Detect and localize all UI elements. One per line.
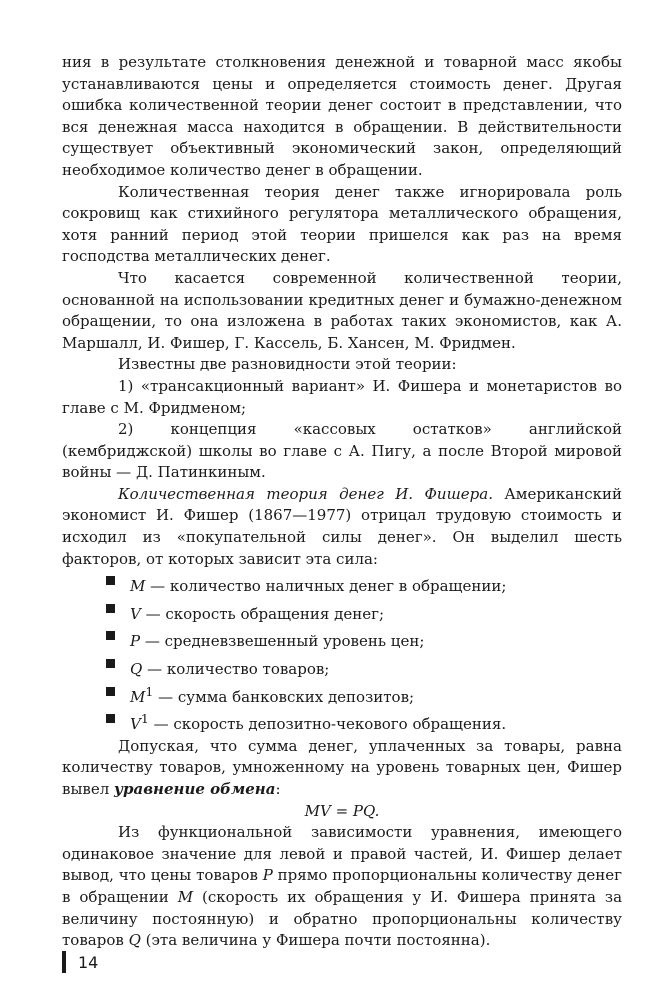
factor-item (106, 681, 622, 709)
paragraph-exchange-text: Допуская, что сумма денег, уплаченных за товары, равна количеству товаров, умноженному на уровень товарных цен, Фишер вывел (62, 736, 622, 798)
paragraph-4: Известны две разновидности этой теории: (118, 355, 457, 374)
factor-item (106, 570, 622, 598)
paragraph-conclusion (62, 822, 622, 952)
factor-symbol: M (130, 687, 146, 706)
paragraph-exchange (62, 736, 622, 801)
factor-symbol: V (130, 715, 141, 734)
factor-symbol: P (130, 632, 141, 651)
list-item-1: 1) «трансакционный вариант» И. Фишера и монетаристов во главе с М. Фридменом; (62, 376, 622, 417)
factor-superscript: 1 (145, 683, 154, 699)
page-footer (62, 951, 98, 973)
factor-text: — скорость депозитно-чекового обращения. (148, 715, 507, 734)
factor-text: — средневзвешенный уровень цен; (140, 632, 425, 651)
conclusion-var-m: M (177, 887, 194, 906)
factor-symbol: M (130, 577, 146, 596)
factor-item (106, 708, 622, 736)
paragraph-3: Что касается современной количественной теории, основанной на использовании кредитных денег и бумажно-денежном обращении, то она изложена в работах таких экономистов, как А. Маршалл, И. Фишер, Г. Кассель, Б. Хансен, М. Фридмен. (62, 268, 622, 352)
list-item-2: 2) концепция «кассовых остатков» английской (кембриджской) школы во главе с А. Пигу, а после Второй мировой войны — Д. Патинкиным. (62, 420, 622, 482)
section-title: Количественная теория денег И. Фишера. (118, 484, 493, 503)
exchange-equation: MV = PQ. (304, 801, 380, 820)
conclusion-text-c: (скорость их обращения у И. Фишера принята за величину постоянную) и обратно пропорциональны количеству товаров (62, 887, 623, 950)
factor-item (106, 598, 622, 626)
factor-item (106, 625, 622, 653)
factor-symbol: V (130, 604, 141, 623)
factor-list (62, 570, 622, 736)
conclusion-text-b: прямо пропорциональны количеству денег в обращении (62, 866, 622, 906)
folio-bar (62, 951, 66, 973)
conclusion-text-d: (эта величина у Фишера почти постоянна). (140, 931, 491, 950)
factor-symbol: Q (130, 660, 143, 679)
paragraph-1: ния в результате столкновения денежной и товарной масс якобы устанавливаются цены и определяется стоимость денег. Другая ошибка количественной теории денег состоит в представлении, что вся денежная масса находится в обращении. В действительности существует объективный экономический закон, определяющий необходимое количество денег в обращении. (62, 53, 622, 179)
factor-superscript: 1 (140, 711, 149, 727)
factor-text: — сумма банковских депозитов; (153, 687, 415, 706)
conclusion-var-p: P (262, 866, 273, 885)
factor-text: — количество наличных денег в обращении; (145, 577, 507, 596)
paragraph-fisher (62, 484, 622, 570)
page-number: 14 (78, 952, 99, 972)
paragraph-2: Количественная теория денег также игнорировала роль сокровищ как стихийного регулятора металлического обращения, хотя ранний период этой теории пришелся как раз на время господства металлических денег. (62, 182, 622, 266)
factor-item (106, 653, 622, 681)
paragraph-exchange-colon: : (275, 780, 281, 798)
body-text (62, 52, 622, 952)
key-term: уравнение обмена (114, 780, 276, 798)
paragraph-fisher-body: Американский экономист И. Фишер (1867—1977) отрицал трудовую стоимость и исходил из «покупательной силы денег». Он выделил шесть факторов, от которых зависит эта сила: (62, 484, 623, 568)
conclusion-text-a: Из функциональной зависимости уравнения, имеющего одинаковое значение для левой и правой частей, И. Фишер делает вывод, что цены товаров (62, 823, 622, 885)
factor-text: — количество товаров; (142, 660, 330, 679)
conclusion-var-q: Q (128, 931, 141, 950)
factor-text: — скорость обращения денег; (140, 604, 385, 623)
